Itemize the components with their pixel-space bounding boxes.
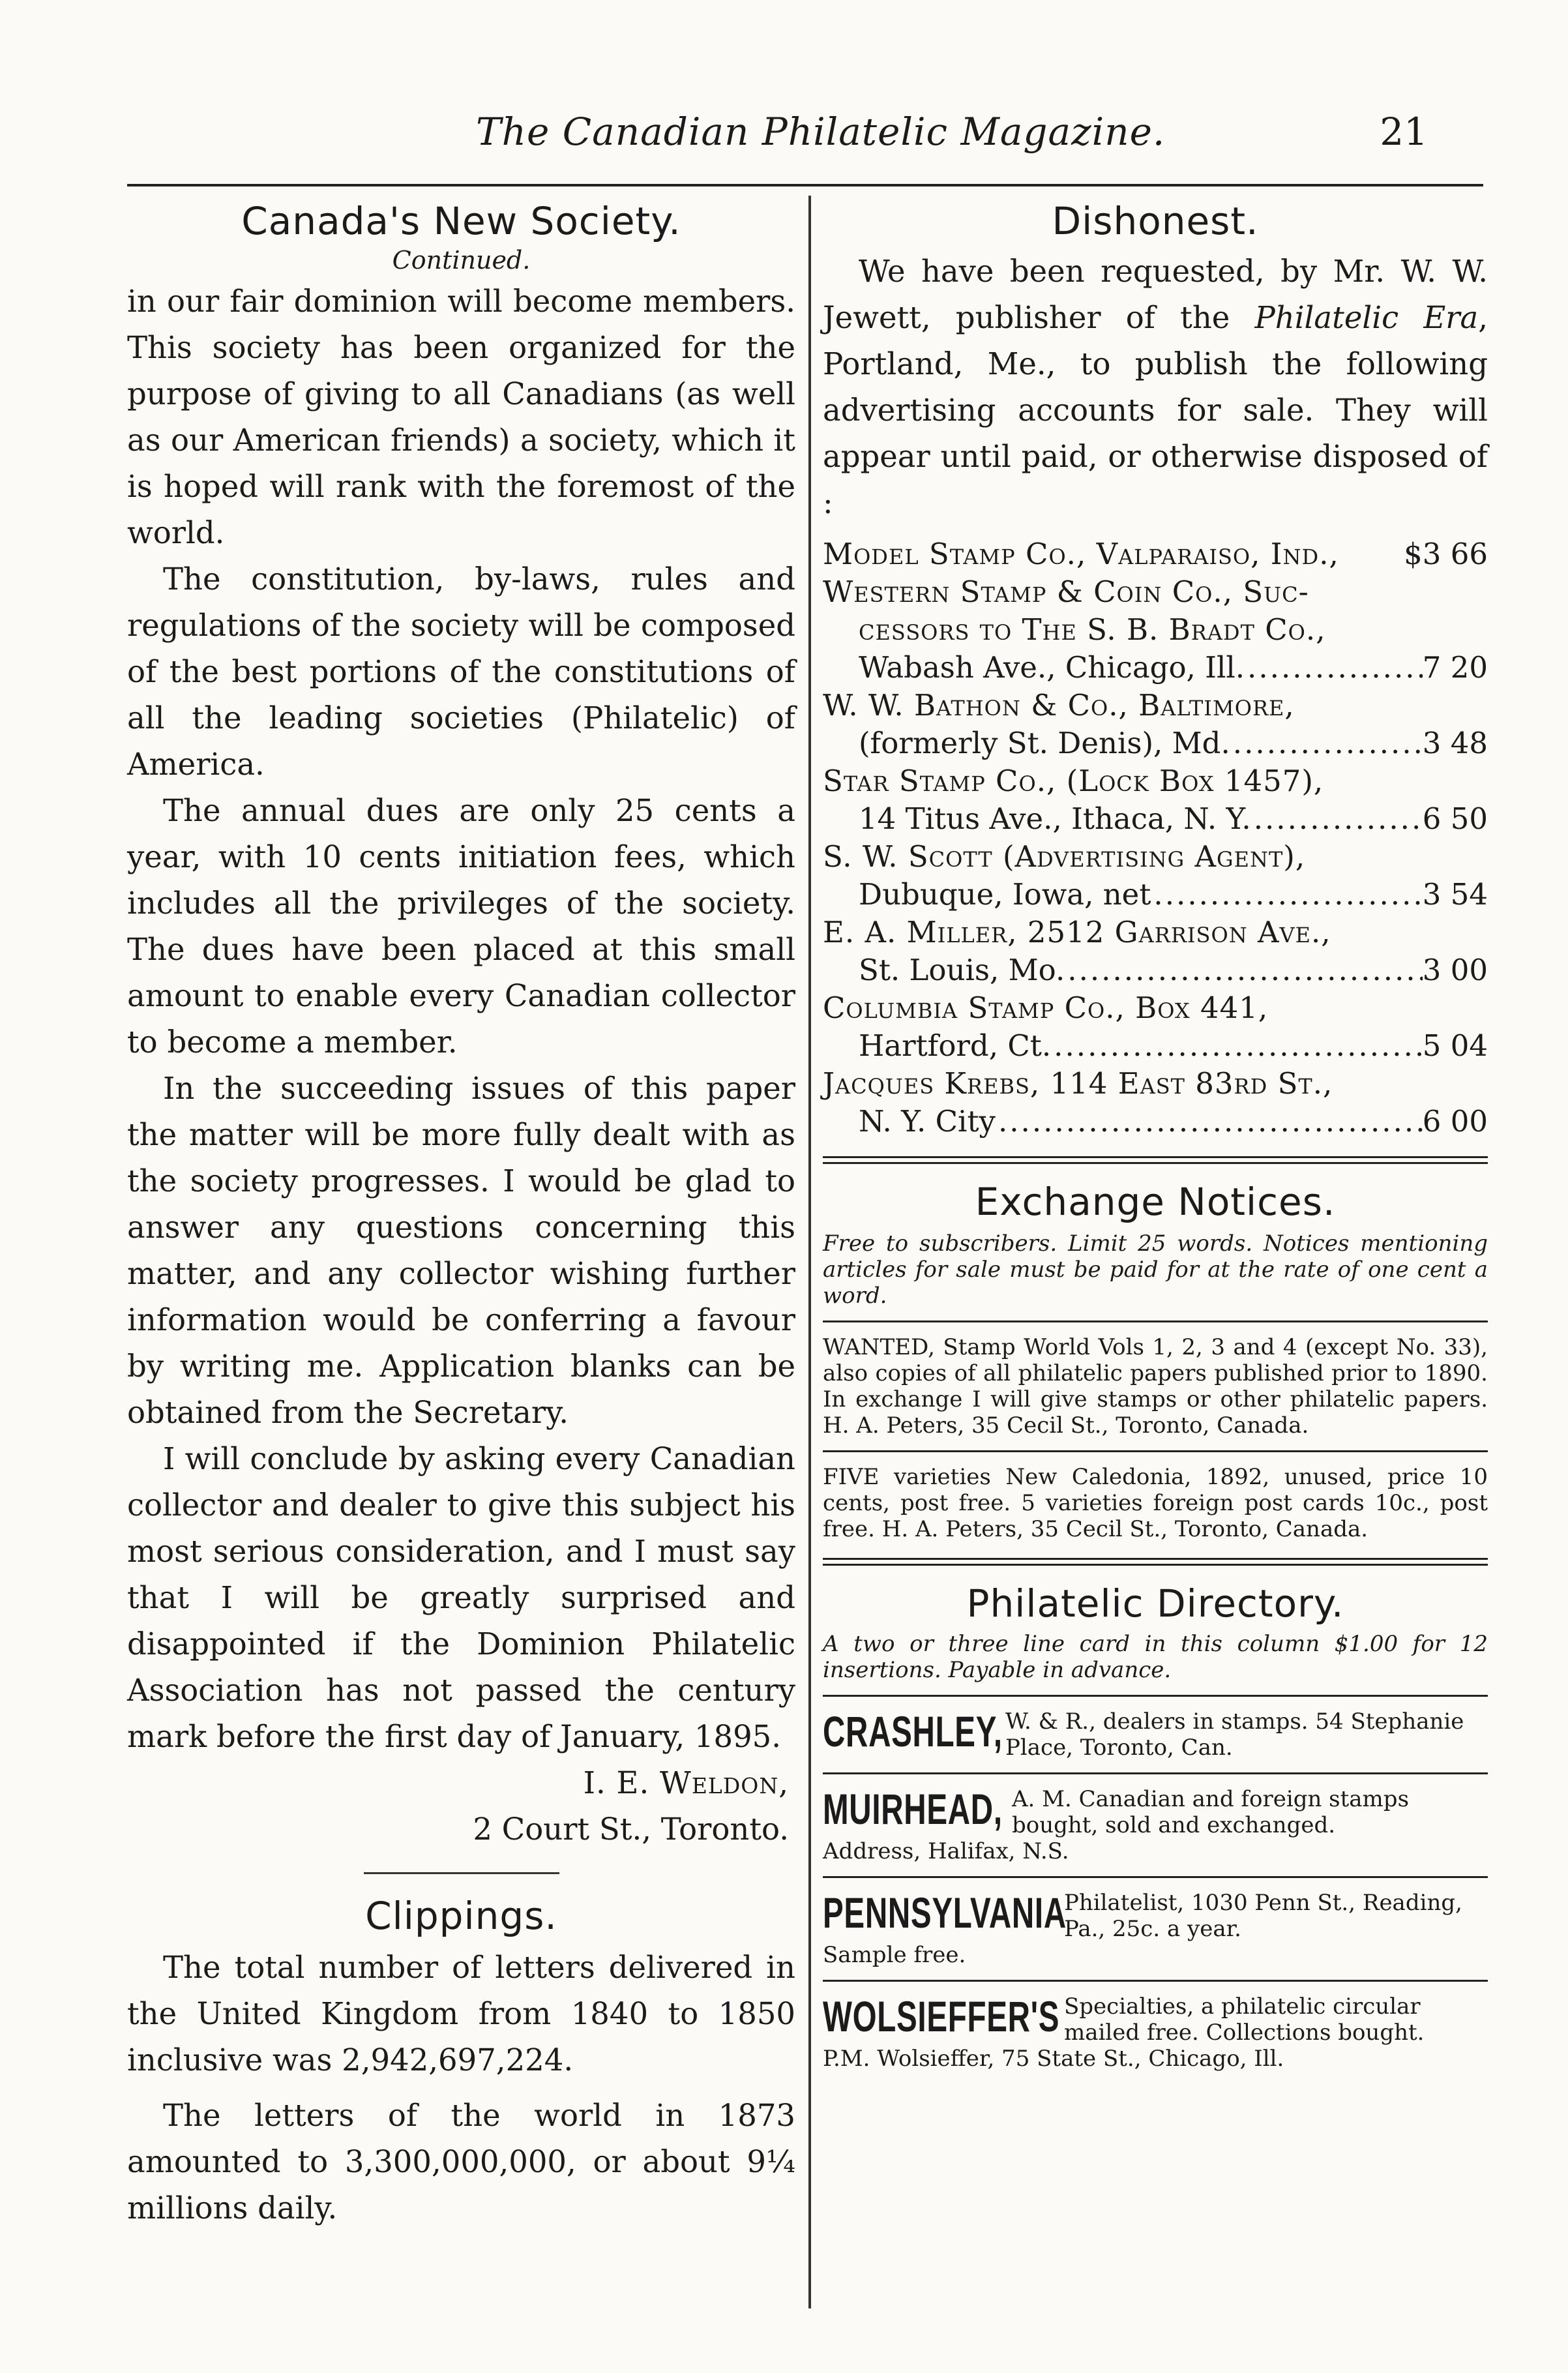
society-paragraph-4: In the succeeding issues of this paper the matter will be more fully dealt with as the society progresses. I would be glad to answer any questions concerning this matter, and any collector wishing further information would be conferring a favour by writing me. Application blanks can be obtained from the Secretary.	[127, 1071, 795, 1430]
account-entry	[823, 914, 1488, 989]
directory-name: MUIRHEAD,	[823, 1785, 1003, 1833]
rule	[823, 1695, 1488, 1697]
directory-text-extra: Address, Halifax, N.S.	[823, 1838, 1069, 1864]
account-detail: 14 Titus Ave., Ithaca, N. Y.	[859, 801, 1251, 836]
section-rule	[364, 1872, 559, 1874]
account-detail: Hartford, Ct.	[859, 1028, 1052, 1063]
exchange-note: Free to subscribers. Limit 25 words. Notices mentioning articles for sale must be paid for at the rate of one cent a word.	[823, 1231, 1488, 1309]
society-paragraph-2: The constitution, by-laws, rules and regulations of the society will be composed of the best portions of the constitutions of all the leading societies (Philatelic) of America.	[127, 561, 795, 782]
society-paragraph-3: The annual dues are only 25 cents a year, with 10 cents initiation fees, which includes all the privileges of the society. The dues have been placed at this small amount to enable every Canadian collector to become a member.	[127, 793, 795, 1060]
column-divider	[808, 196, 811, 2308]
dishonest-heading: Dishonest.	[1052, 199, 1259, 243]
left-column	[127, 199, 795, 2231]
society-paragraph-1: in our fair dominion will become members. This society has been organized for the purpose of giving to all Canadians (as well as our American friends) a society, which it is hoped will rank with the foremost of the world.	[127, 284, 795, 550]
account-amount: $3 66	[1404, 537, 1488, 571]
clippings-heading: Clippings.	[365, 1894, 557, 1938]
account-entry	[823, 687, 1488, 762]
exchange-notice-1: WANTED, Stamp World Vols 1, 2, 3 and 4 (except No. 33), also copies of all philatelic papers published prior to 1890. In exchange I will give stamps or other philatelic papers. H. A. Peters, 35 Cecil St., Toronto, Canada.	[823, 1334, 1488, 1439]
account-detail: Wabash Ave., Chicago, Ill.	[859, 650, 1245, 685]
directory-entry	[823, 1890, 1488, 1968]
running-head	[124, 110, 1428, 168]
right-column	[823, 199, 1488, 2072]
dishonest-intro-a: We have been requested, by Mr. W. W. Jewett, publisher of the	[823, 254, 1488, 335]
account-entry	[823, 838, 1488, 914]
directory-name: CRASHLEY,	[823, 1707, 1003, 1755]
directory-entry	[823, 1709, 1488, 1761]
directory-text: Philatelist, 1030 Penn St., Reading, Pa., 25c. a year.	[1064, 1890, 1462, 1942]
rule	[823, 1772, 1488, 1774]
signature-address: 2 Court St., Toronto.	[473, 1812, 789, 1847]
account-amount: 3 00	[1422, 953, 1488, 987]
account-detail: cessors to The S. B. Bradt Co.,	[859, 612, 1326, 647]
exchange-heading: Exchange Notices.	[975, 1180, 1336, 1224]
directory-entry	[823, 1993, 1488, 2072]
account-detail: (formerly St. Denis), Md.	[859, 726, 1230, 760]
directory-text: A. M. Canadian and foreign stamps bought, sold and exchanged.	[1012, 1786, 1410, 1838]
account-name: S. W. Scott (Advertising Agent),	[823, 839, 1306, 874]
directory-heading: Philatelic Directory.	[966, 1581, 1344, 1626]
directory-note: A two or three line card in this column $1.00 for 12 insertions. Payable in advance.	[823, 1631, 1488, 1683]
signature-name-text: I. E. Weldon,	[583, 1765, 789, 1800]
rule	[823, 1321, 1488, 1322]
magazine-title: The Canadian Philatelic Magazine.	[476, 110, 1166, 154]
account-name: Star Stamp Co., (Lock Box 1457),	[823, 764, 1324, 798]
directory-entry	[823, 1786, 1488, 1864]
directory-name: WOLSIEFFER'S	[823, 1992, 1060, 2040]
directory-name: PENNSYLVANIA	[823, 1888, 1067, 1937]
account-amount: 3 54	[1422, 877, 1488, 912]
account-name: E. A. Miller, 2512 Garrison Ave.,	[823, 915, 1331, 949]
page-number: 21	[1380, 110, 1428, 154]
signature-name	[127, 1760, 795, 1806]
clippings-paragraph-2: The letters of the world in 1873 amounted to 3,300,000,000, or about 9¼ millions daily.	[127, 2098, 795, 2226]
clippings-paragraph-1: The total number of letters delivered in the United Kingdom from 1840 to 1850 inclusive was 2,942,697,224.	[127, 1950, 795, 2078]
accounts-list	[823, 535, 1488, 1141]
account-name: Columbia Stamp Co., Box 441,	[823, 991, 1269, 1025]
header-rule	[127, 184, 1483, 187]
dishonest-intro	[823, 248, 1488, 526]
rule	[823, 1450, 1488, 1452]
account-name: Jacques Krebs, 114 East 83rd St.,	[823, 1066, 1333, 1101]
account-detail: N. Y. City	[859, 1104, 996, 1139]
account-amount: 6 50	[1422, 801, 1488, 836]
dishonest-intro-b: , Portland, Me., to publish the following advertising accounts for sale. They will appear until paid, or otherwise disposed of :	[823, 300, 1488, 520]
directory-text: Specialties, a philatelic circular mailed free. Collections bought.	[1064, 1993, 1425, 2046]
account-detail: Dubuque, Iowa, net	[859, 877, 1151, 912]
double-rule	[823, 1558, 1488, 1566]
publication-name: Philatelic Era	[1254, 300, 1479, 335]
society-heading: Canada's New Society.	[241, 199, 681, 243]
rule	[823, 1876, 1488, 1878]
account-amount: 7 20	[1422, 650, 1488, 685]
account-entry	[823, 762, 1488, 838]
directory-text: W. & R., dealers in stamps. 54 Stephanie Place, Toronto, Can.	[1005, 1709, 1464, 1761]
account-amount: 5 04	[1422, 1028, 1488, 1063]
account-amount: 6 00	[1422, 1104, 1488, 1139]
exchange-notice-2: FIVE varieties New Caledonia, 1892, unused, price 10 cents, post free. 5 varieties foreign post cards 10c., post free. H. A. Peters, 35 Cecil St., Toronto, Canada.	[823, 1464, 1488, 1542]
rule	[823, 1980, 1488, 1982]
continued-label: Continued.	[392, 246, 531, 275]
directory-text-extra: Sample free.	[823, 1942, 966, 1968]
society-paragraph-5: I will conclude by asking every Canadian collector and dealer to give this subject his most serious consideration, and I must say that I will be greatly surprised and disappointed if the Dominion Philatelic Association has not passed the century mark before the first day of January, 1895.	[127, 1441, 795, 1754]
account-entry	[823, 1065, 1488, 1141]
directory-text-extra: P.M. Wolsieffer, 75 State St., Chicago, Ill.	[823, 2046, 1284, 2072]
account-entry	[823, 989, 1488, 1065]
account-amount: 3 48	[1422, 726, 1488, 760]
account-name: W. W. Bathon & Co., Baltimore,	[823, 688, 1295, 723]
account-entry	[823, 573, 1488, 687]
double-rule	[823, 1156, 1488, 1164]
account-entry	[823, 535, 1488, 573]
account-name: Model Stamp Co., Valparaiso, Ind.,	[823, 537, 1339, 571]
account-detail: St. Louis, Mo.	[859, 953, 1065, 987]
account-name: Western Stamp & Coin Co., Suc-	[823, 575, 1309, 609]
